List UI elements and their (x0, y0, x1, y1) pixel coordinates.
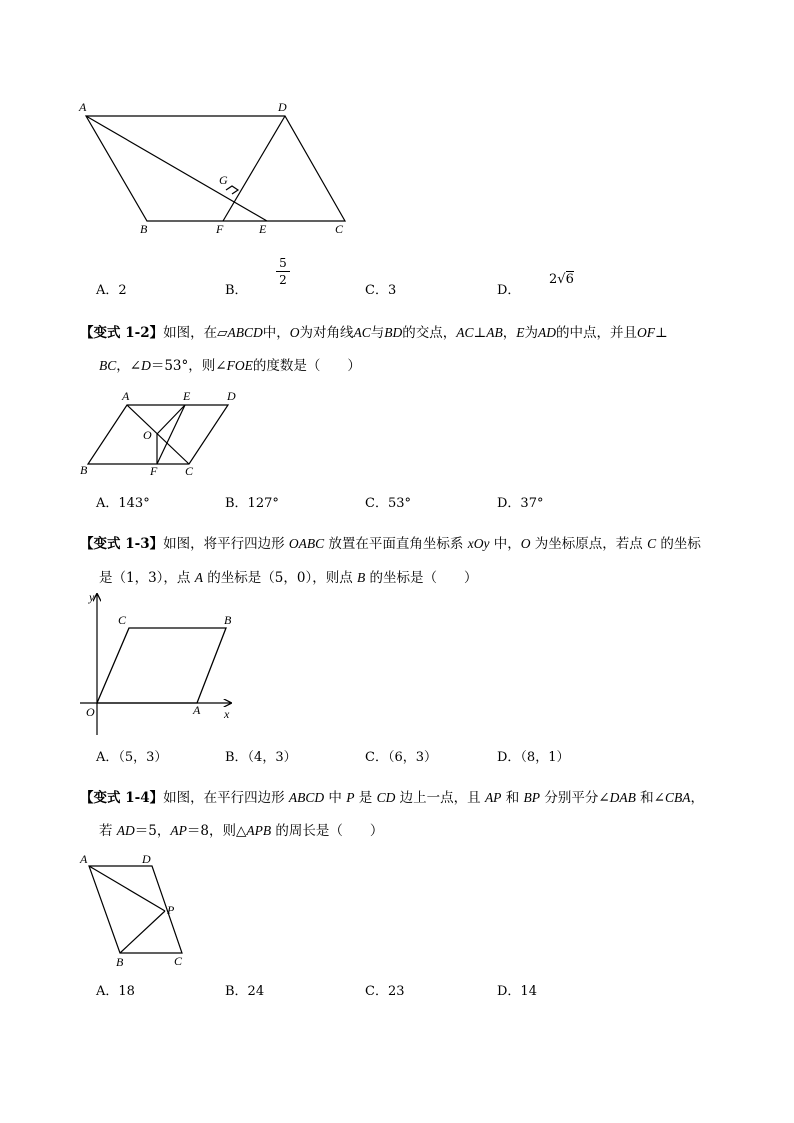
q2-option-a: A．143° (96, 496, 150, 511)
q4-label-a: A (80, 852, 88, 866)
q1-option-b-letter: B． (225, 283, 248, 298)
q2-t6: ⊥ (473, 325, 487, 341)
q2-label-f: F (150, 464, 158, 478)
q4-l2-t4: 的周长是（ ） (271, 823, 384, 839)
q1-option-a-value: 2 (118, 283, 127, 298)
q3-t4: 为坐标原点，若点 (530, 536, 648, 552)
q2-label-d: D (227, 389, 236, 403)
q4-t2: 中 (324, 790, 347, 806)
q2-option-b: B．127° (225, 496, 279, 511)
q3-v3: O (520, 536, 531, 551)
q1-option-c-letter: C． (365, 283, 388, 298)
q3-t1: 如图，将平行四边形 (163, 536, 289, 552)
q2-t3: 为对角线 (299, 325, 354, 341)
q4-option-a: A．18 (96, 984, 135, 999)
q2-v4: BD (384, 325, 403, 340)
q3-t2: 放置在平面直角坐标系 (324, 536, 468, 552)
q4-v3: CD (376, 790, 396, 805)
q4-t7: 和∠ (635, 790, 665, 806)
q2-t8: 为 (524, 325, 538, 341)
q3-option-d: D．（8，1） (497, 750, 570, 765)
q2-v6: AB (486, 325, 503, 340)
q2-label-e: E (183, 389, 191, 403)
q1-radicand: 6 (565, 272, 574, 287)
q1-option-a-letter: A． (96, 283, 119, 298)
q2-v9: OF (636, 325, 655, 340)
q2-v3: AC (353, 325, 371, 340)
q4-v1: ABCD (288, 790, 325, 805)
q4-t3: 是 (354, 790, 377, 806)
q2-option-d: D．37° (497, 496, 544, 511)
q1-radical-coefficient: 2 (549, 272, 558, 287)
q4-l2-v1: AD (116, 823, 135, 838)
q4-v4: AP (484, 790, 502, 805)
q1-label-d: D (278, 100, 287, 114)
q1-radical-sign: √ (557, 272, 566, 287)
q4-v5: BP (523, 790, 541, 805)
q3-l2-v2: B (357, 570, 366, 585)
q2-t1: 如图，在▱ (163, 325, 228, 341)
q3-option-c: C．（6，3） (365, 750, 437, 765)
q2-v1: ABCD (227, 325, 263, 340)
q2-t5: 的交点， (402, 325, 457, 341)
q4-tag: 【变式 1-4】 (80, 790, 164, 806)
q1-label-a: A (79, 100, 87, 114)
q2-l2-v1: BC (99, 358, 117, 373)
q1-label-e: E (259, 222, 267, 236)
q3-label-a: A (193, 703, 201, 717)
q1-label-f: F (216, 222, 224, 236)
q1-option-c-value: 3 (387, 283, 397, 298)
q4-t8: ， (690, 790, 704, 806)
q3-l2-t3: 的坐标是（ ） (365, 570, 478, 586)
q3-l2-t1: 是（1，3），点 (99, 570, 195, 586)
q4-v6: DAB (609, 790, 636, 805)
q2-l2-v3: FOE (226, 358, 253, 373)
q1-option-d-letter: D． (497, 283, 521, 298)
q3-t5: 的坐标 (656, 536, 701, 552)
q2-v7: E (516, 325, 525, 340)
q2-t2: 中， (262, 325, 290, 341)
q4-option-b: B．24 (225, 984, 265, 999)
q4-label-d: D (142, 852, 151, 866)
q1-fraction-numerator: 5 (279, 256, 287, 270)
q1-label-g: G (219, 173, 228, 187)
q3-label-c: C (118, 613, 127, 627)
q2-t4: 与 (370, 325, 385, 341)
q4-t1: 如图，在平行四边形 (163, 790, 289, 806)
q2-t7: ， (502, 325, 517, 341)
q1-label-b: B (140, 222, 148, 236)
q2-v8: AD (537, 325, 556, 340)
q4-option-c: C．23 (365, 984, 405, 999)
q3-label-x: x (224, 707, 230, 721)
q3-option-a: A．（5，3） (96, 750, 168, 765)
q4-t4: 边上一点，且 (395, 790, 485, 806)
q3-t3: 中， (489, 536, 521, 552)
q4-label-p: P (167, 903, 175, 917)
q4-l2-t3: ＝8，则△ (186, 823, 247, 839)
q2-label-b: B (80, 463, 88, 477)
q2-v2: O (289, 325, 300, 340)
q3-v4: C (647, 536, 657, 551)
q2-l2-t2: ＝53°，则∠ (150, 358, 227, 374)
q3-tag: 【变式 1-3】 (80, 536, 164, 552)
q4-v7: CBA (665, 790, 691, 805)
q4-l2-t2: ＝5， (134, 823, 171, 839)
q2-l2-t1: ，∠ (116, 358, 142, 374)
q3-v2: xOy (467, 536, 490, 551)
q3-label-y: y (89, 590, 95, 604)
q4-segment-ap (89, 866, 165, 911)
q4-t5: 和 (501, 790, 524, 806)
q2-l2-t3: 的度数是（ ） (252, 358, 361, 374)
q4-label-c: C (174, 954, 183, 968)
q4-label-b: B (116, 955, 124, 969)
q4-l2-t1: 若 (99, 823, 117, 839)
q2-t10: ⊥ (654, 325, 668, 341)
q4-v2: P (346, 790, 355, 805)
q2-option-c: C．53° (365, 496, 411, 511)
q4-l2-v3: APB (246, 823, 272, 838)
q3-label-o: O (86, 705, 95, 719)
q2-tag: 【变式 1-2】 (80, 325, 164, 341)
q2-l2-v2: D (141, 358, 151, 373)
q2-label-a: A (122, 389, 130, 403)
q2-label-o: O (143, 428, 152, 442)
q4-segment-bp (120, 911, 165, 953)
q4-l2-v2: AP (170, 823, 187, 838)
q2-t9: 的中点，并且 (555, 325, 637, 341)
q3-l2-t2: 的坐标是（5，0），则点 (202, 570, 357, 586)
q3-option-b: B．（4，3） (225, 750, 297, 765)
q4-option-d: D．14 (497, 984, 537, 999)
q3-l2-v1: A (194, 570, 203, 585)
q3-v1: OABC (288, 536, 325, 551)
q3-label-b: B (224, 613, 232, 627)
q2-label-c: C (185, 464, 194, 478)
q1-fraction-denominator: 2 (279, 273, 287, 287)
q2-v5: AC (456, 325, 474, 340)
q4-t6: 分别平分∠ (540, 790, 610, 806)
q1-label-c: C (335, 222, 344, 236)
